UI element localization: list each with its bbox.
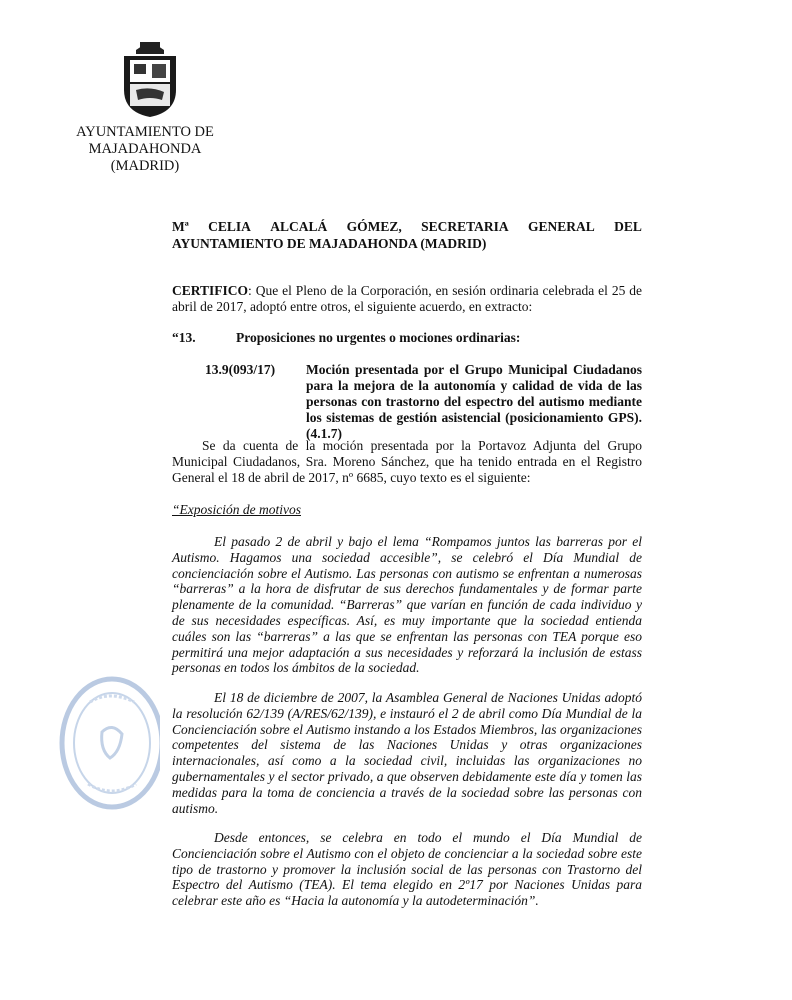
certifico-label: CERTIFICO bbox=[172, 283, 249, 298]
body-paragraph-3: Desde entonces, se celebra en todo el mundo el Día Mundial de Concienciación sobre el Autismo con el objeto de concienciar a la sociedad sobre este tipo de trastorno y promover la inclusión social de las personas con Trastorno del Espectro del Autismo (TEA). El tema elegido en 2º17 por Naciones Unidas para celebrar este año es “Hacia la autonomía y la autodeterminación”. bbox=[172, 830, 642, 909]
coat-of-arms-icon bbox=[122, 42, 178, 118]
section-number: “13. bbox=[172, 330, 196, 345]
signer-word: DEL bbox=[614, 219, 642, 234]
section-title: Proposiciones no urgentes o mociones ordinarias: bbox=[236, 330, 521, 345]
signer-block bbox=[172, 218, 642, 252]
certifico-paragraph bbox=[172, 283, 642, 315]
body-paragraph-1: El pasado 2 de abril y bajo el lema “Rompamos juntos las barreras por el Autismo. Hagamos una sociedad accesible”, se celebró el Día Mundial de concienciación sobre el Autismo. Las personas con autismo se enfrentan a numerosas “barreras” a la hora de disfrutar de sus derechos fundamentales y de formar parte plenamente de la comunidad. “Barreras” que varían en función de cada individuo y de sus necesidades específicas. Así, es muy importante que la sociedad entienda cuáles son las “barreras” a las que se enfrentan las personas con TEA porque eso permitirá una mejor adaptación a sus necesidades y reforzará la inclusión de estass personas en todos los ámbitos de la sociedad. bbox=[172, 534, 642, 676]
exposicion-title: “Exposición de motivos bbox=[172, 502, 301, 517]
motion-title: Moción presentada por el Grupo Municipal Ciudadanos para la mejora de la autonomía y calidad de vida de las personas con trastorno del espectro del autismo mediante los sistemas de gestión asistencial (posicionamiento GPS). (4.1.7) bbox=[306, 362, 642, 441]
signer-line2: AYUNTAMIENTO DE MAJADAHONDA (MADRID) bbox=[172, 236, 487, 251]
signer-word: CELIA bbox=[208, 219, 251, 234]
organization-header bbox=[70, 124, 220, 175]
body-paragraph-2: El 18 de diciembre de 2007, la Asamblea General de Naciones Unidas adoptó la resolución 62/139 (A/RES/62/139), e instauró el 2 de abril como Día Mundial de la Concienciación sobre el Autismo instando a los Estados Miembros, las organizaciones competentes del sistema de las Naciones Unidas y otras organizaciones internacionales, así como a la sociedad civil, incluidas las organizaciones no gubernamentales y el sector privado, a que observen debidamente este día y tomen las medidas para la toma de conciencia a través de la sociedad sobre las personas con autismo. bbox=[172, 690, 642, 816]
signer-word: ALCALÁ bbox=[270, 219, 328, 234]
signer-word: GÓMEZ, bbox=[346, 219, 402, 234]
section-heading bbox=[172, 330, 520, 346]
certifico-text: : Que el Pleno de la Corporación, en sesión ordinaria celebrada el 25 de abril de 2017, adoptó entre otros, el siguiente acuerdo, en extracto: bbox=[172, 283, 642, 314]
intro-paragraph: Se da cuenta de la moción presentada por la Portavoz Adjunta del Grupo Municipal Ciudadanos, Sra. Moreno Sánchez, que ha tenido entrada en el Registro General el 18 de abril de 2017, nº 6685, cuyo texto es el siguiente: bbox=[172, 438, 642, 485]
org-name-line2: MAJADAHONDA bbox=[88, 141, 202, 157]
signer-word: GENERAL bbox=[528, 219, 595, 234]
signer-word: Mª bbox=[172, 219, 189, 234]
org-name-line3: (MADRID) bbox=[110, 158, 180, 174]
signer-word: SECRETARIA bbox=[421, 219, 509, 234]
motion-number: 13.9(093/17) bbox=[205, 362, 276, 377]
org-name-line1: AYUNTAMIENTO DE bbox=[76, 124, 214, 140]
signer-line1 bbox=[172, 218, 642, 235]
official-seal-icon bbox=[50, 672, 160, 814]
